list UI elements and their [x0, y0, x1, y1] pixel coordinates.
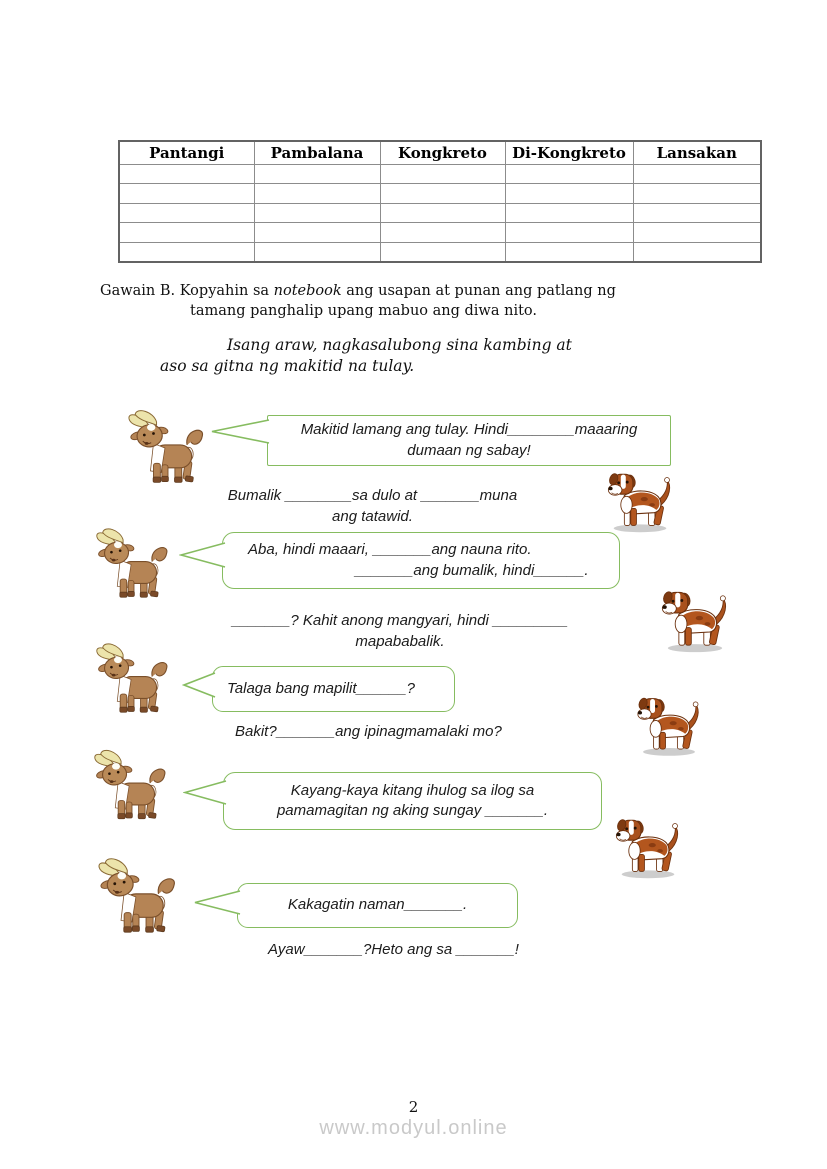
dog-dialogue-text-3 — [235, 722, 555, 743]
goat-image — [126, 406, 210, 490]
table-row — [119, 242, 761, 262]
column-header-kongkreto: Kongkreto — [380, 141, 505, 164]
empty-cell — [633, 223, 761, 243]
dog-dialogue-text-1 — [200, 486, 545, 527]
empty-cell — [633, 164, 761, 184]
dialogue-line: mapababalik. — [355, 632, 445, 650]
table-row — [119, 184, 761, 204]
dialogue-line: ang tatawid. — [332, 507, 413, 525]
column-header-pantangi: Pantangi — [119, 141, 254, 164]
column-header-pambalana: Pambalana — [254, 141, 380, 164]
story-intro-line-2: aso sa gitna ng makitid na tulay. — [160, 357, 415, 375]
goat-speech-bubble-5 — [237, 883, 518, 928]
bubble-text-line: Aba, hindi maaari, _______ang nauna rito. — [248, 541, 532, 558]
goat-speech-bubble-2 — [222, 532, 620, 589]
speech-bubble-tail — [179, 541, 226, 569]
table-header-row — [119, 141, 761, 164]
empty-cell — [633, 242, 761, 262]
italic-word-notebook: notebook — [273, 283, 342, 299]
bubble-text-line: Kayang-kaya kitang ihulog sa ilog sa — [290, 781, 535, 799]
speech-bubble-tail — [182, 671, 216, 699]
empty-cell — [119, 242, 254, 262]
speech-bubble-tail — [193, 889, 241, 916]
empty-cell — [505, 203, 633, 223]
empty-cell — [254, 223, 380, 243]
dialogue-line: Ayaw_______?Heto ang sa _______! — [268, 941, 519, 958]
empty-cell — [254, 184, 380, 204]
dog-image — [634, 694, 704, 758]
dialogue-line: Bakit?_______ang ipinagmamalaki mo? — [235, 723, 502, 740]
speech-bubble-tail — [183, 779, 227, 806]
bubble-text-line: dumaan ng sabay! — [407, 441, 531, 459]
dialogue-line: _______? Kahit anong mangyari, hindi _________ — [231, 612, 569, 629]
goat-image — [94, 642, 174, 717]
empty-cell — [380, 184, 505, 204]
dialogue-line: Bumalik ________sa dulo at _______muna — [227, 487, 518, 504]
empty-cell — [380, 203, 505, 223]
empty-cell — [380, 223, 505, 243]
dog-image — [612, 816, 684, 880]
dog-image — [603, 470, 677, 534]
noun-classification-table — [118, 140, 762, 263]
goat-image — [94, 526, 174, 603]
speech-bubble-tail — [210, 417, 270, 446]
empty-cell — [380, 242, 505, 262]
bubble-text-line: _______ang bumalik, hindi______. — [355, 561, 589, 579]
empty-cell — [119, 223, 254, 243]
table-row — [119, 203, 761, 223]
table-row — [119, 223, 761, 243]
goat-speech-bubble-3 — [212, 666, 455, 712]
goat-speech-bubble-1 — [267, 415, 671, 466]
activity-instructions — [100, 281, 660, 321]
goat-speech-bubble-4 — [223, 772, 602, 830]
empty-cell — [119, 203, 254, 223]
empty-cell — [505, 164, 633, 184]
empty-cell — [505, 223, 633, 243]
table-row — [119, 164, 761, 184]
goat-image — [92, 746, 172, 826]
watermark-text: www.modyul.online — [319, 1117, 508, 1139]
empty-cell — [254, 203, 380, 223]
bubble-text-line: pamamagitan ng aking sungay _______. — [276, 802, 549, 819]
empty-cell — [254, 164, 380, 184]
column-header-lansakan: Lansakan — [633, 141, 761, 164]
dog-dialogue-text-2 — [205, 611, 595, 652]
empty-cell — [633, 203, 761, 223]
empty-cell — [380, 164, 505, 184]
bubble-text-line: Makitid lamang ang tulay. Hindi________maaaring — [300, 421, 638, 438]
dog-dialogue-text-4 — [268, 940, 588, 961]
empty-cell — [505, 242, 633, 262]
instructions-line-2: tamang panghalip upang mabuo ang diwa nito. — [190, 303, 537, 319]
dog-image — [658, 588, 732, 654]
column-header-dikongkreto: Di-Kongkreto — [505, 141, 633, 164]
bubble-text-line: Kakagatin naman_______. — [287, 896, 468, 914]
story-intro-line-1: Isang araw, nagkasalubong sina kambing at — [227, 336, 572, 354]
instructions-line-1: Gawain B. Kopyahin sa notebook ang usapan at punan ang patlang ng — [100, 283, 616, 299]
page-number: 2 — [408, 1098, 419, 1116]
empty-cell — [505, 184, 633, 204]
empty-cell — [633, 184, 761, 204]
bubble-text-line: Talaga bang mapilit______? — [227, 679, 415, 697]
empty-cell — [254, 242, 380, 262]
goat-image — [96, 856, 182, 938]
empty-cell — [119, 184, 254, 204]
empty-cell — [119, 164, 254, 184]
